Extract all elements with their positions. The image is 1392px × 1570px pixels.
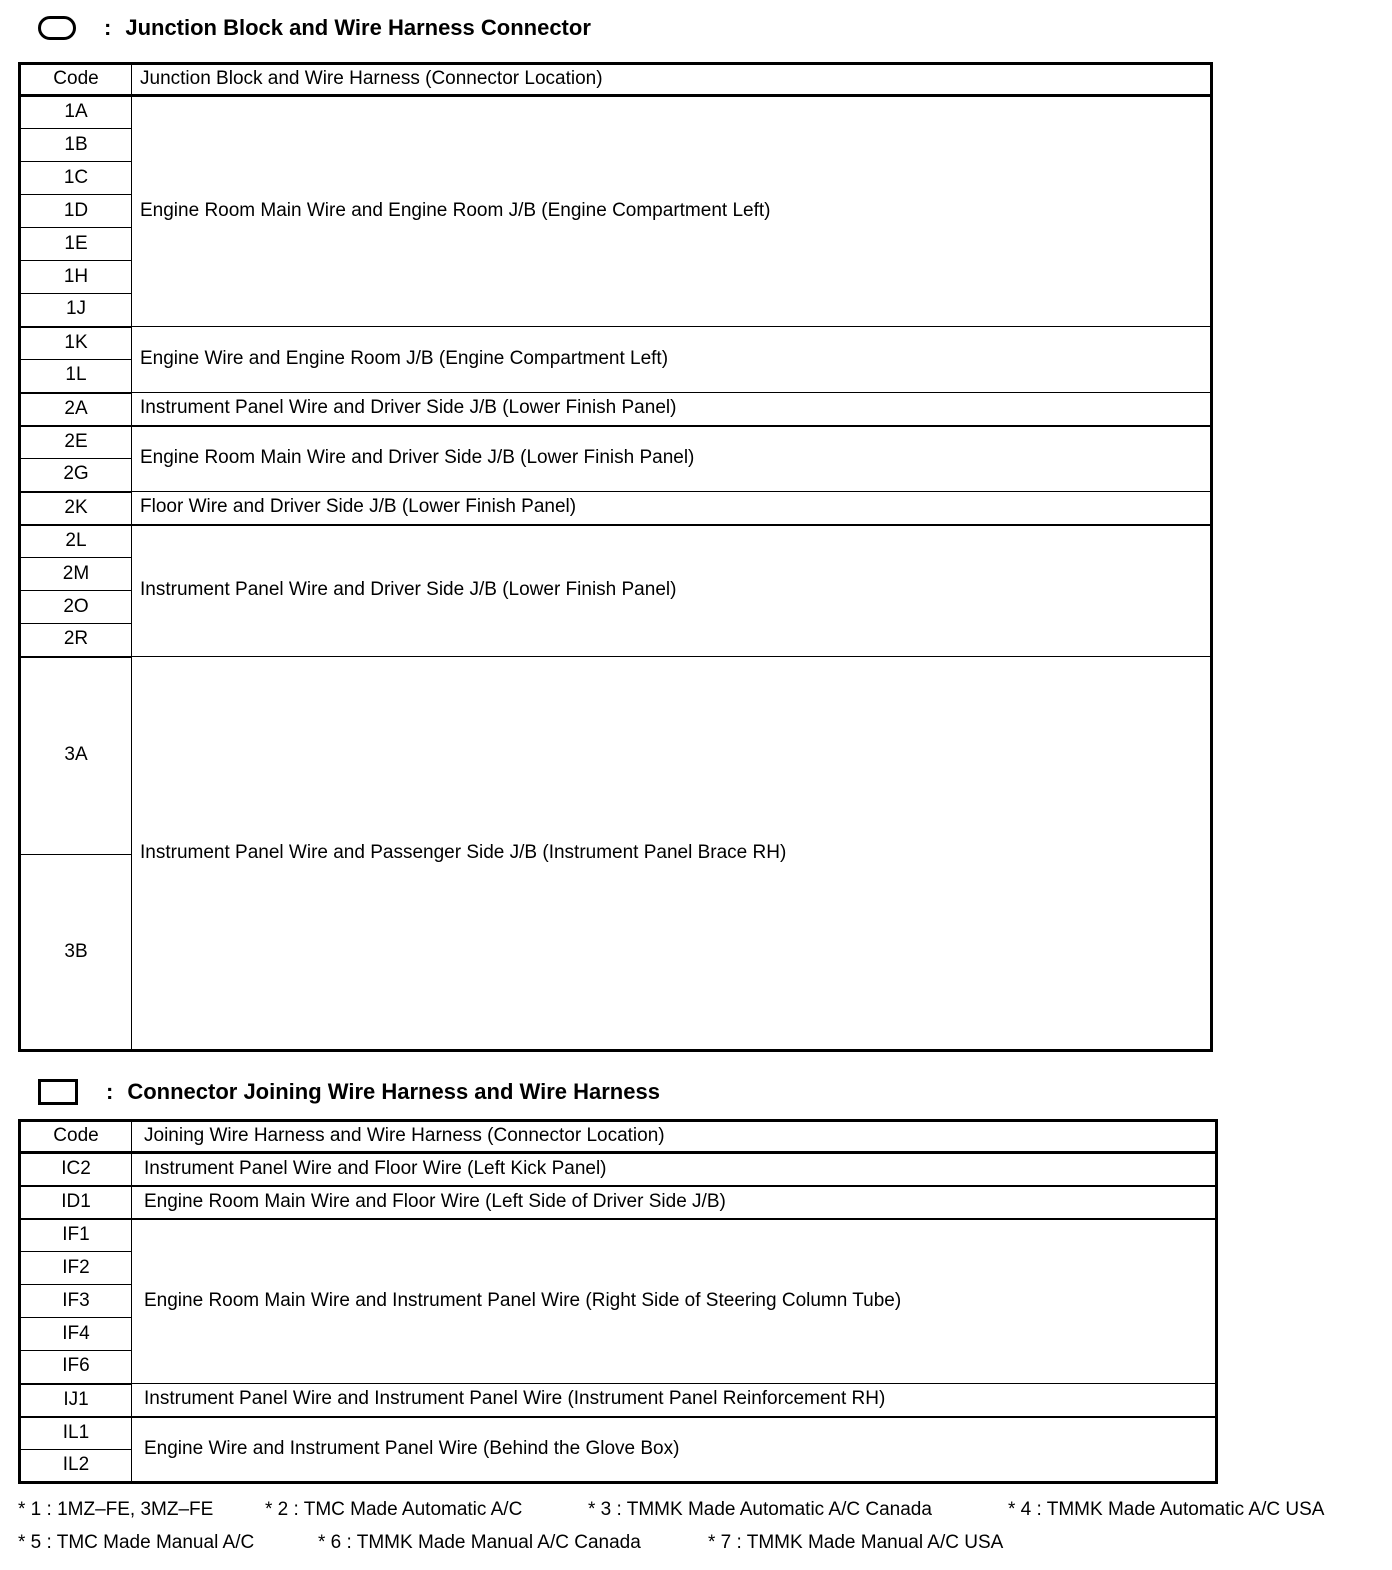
table-row <box>20 327 1212 360</box>
header-code: Code <box>20 1121 132 1153</box>
header-desc: Joining Wire Harness and Wire Harness (Connector Location) <box>132 1121 1217 1153</box>
code-cell: 3A <box>20 657 132 855</box>
table-row <box>20 525 1212 558</box>
code-cell: 2G <box>20 459 132 492</box>
code-cell: 2A <box>20 393 132 426</box>
location-cell: Instrument Panel Wire and Instrument Panel Wire (Instrument Panel Reinforcement RH) <box>132 1384 1217 1417</box>
table-header-row <box>20 1121 1217 1153</box>
footnote: * 5 : TMC Made Manual A/C <box>18 1532 255 1553</box>
section1-title: Junction Block and Wire Harness Connector <box>125 15 591 40</box>
code-cell: IL2 <box>20 1450 132 1483</box>
footnote: * 3 : TMMK Made Automatic A/C Canada <box>588 1499 932 1520</box>
location-cell: Engine Room Main Wire and Floor Wire (Left Side of Driver Side J/B) <box>132 1186 1217 1219</box>
footnotes-line-1 <box>18 1499 1378 1523</box>
code-cell: IF6 <box>20 1351 132 1384</box>
junction-block-table <box>18 62 1213 1052</box>
table-row <box>20 657 1212 855</box>
header-desc: Junction Block and Wire Harness (Connector Location) <box>132 64 1212 96</box>
code-cell: 2O <box>20 591 132 624</box>
code-cell: IF3 <box>20 1285 132 1318</box>
table-row <box>20 393 1212 426</box>
table-header-row <box>20 64 1212 96</box>
junction-block-legend-icon <box>38 16 76 40</box>
table-row <box>20 1186 1217 1219</box>
table-row <box>20 1153 1217 1186</box>
code-cell: 1A <box>20 96 132 129</box>
code-cell: IJ1 <box>20 1384 132 1417</box>
location-cell: Instrument Panel Wire and Driver Side J/B (Lower Finish Panel) <box>132 525 1212 657</box>
code-cell: IF1 <box>20 1219 132 1252</box>
location-cell: Engine Room Main Wire and Engine Room J/B (Engine Compartment Left) <box>132 96 1212 327</box>
code-cell: 2R <box>20 624 132 657</box>
footnote: * 2 : TMC Made Automatic A/C <box>265 1499 523 1520</box>
code-cell: IC2 <box>20 1153 132 1186</box>
connector-legend-icon <box>38 1079 78 1105</box>
code-cell: 1K <box>20 327 132 360</box>
code-cell: IL1 <box>20 1417 132 1450</box>
code-cell: 1C <box>20 162 132 195</box>
code-cell: 2E <box>20 426 132 459</box>
section2-title: Connector Joining Wire Harness and Wire Harness <box>127 1079 660 1104</box>
section1-header <box>38 10 591 46</box>
table-row <box>20 96 1212 129</box>
code-cell: 1D <box>20 195 132 228</box>
code-cell: 2L <box>20 525 132 558</box>
code-cell: 3B <box>20 855 132 1051</box>
code-cell: 1J <box>20 294 132 327</box>
code-cell: 2K <box>20 492 132 525</box>
table-row <box>20 426 1212 459</box>
code-cell: IF4 <box>20 1318 132 1351</box>
location-cell: Engine Wire and Instrument Panel Wire (Behind the Glove Box) <box>132 1417 1217 1483</box>
table-row <box>20 492 1212 525</box>
code-cell: 2M <box>20 558 132 591</box>
table-row <box>20 1219 1217 1252</box>
section1-colon: : <box>104 15 112 40</box>
location-cell: Floor Wire and Driver Side J/B (Lower Finish Panel) <box>132 492 1212 525</box>
table-row <box>20 1417 1217 1450</box>
code-cell: IF2 <box>20 1252 132 1285</box>
footnotes-line-2 <box>18 1532 1378 1556</box>
location-cell: Instrument Panel Wire and Passenger Side J/B (Instrument Panel Brace RH) <box>132 657 1212 1051</box>
code-cell: 1L <box>20 360 132 393</box>
section2-header <box>38 1074 660 1110</box>
code-cell: ID1 <box>20 1186 132 1219</box>
footnote: * 1 : 1MZ–FE, 3MZ–FE <box>18 1499 214 1520</box>
code-cell: 1H <box>20 261 132 294</box>
footnote: * 6 : TMMK Made Manual A/C Canada <box>318 1532 641 1553</box>
table-row <box>20 1384 1217 1417</box>
location-cell: Instrument Panel Wire and Driver Side J/B (Lower Finish Panel) <box>132 393 1212 426</box>
footnote: * 7 : TMMK Made Manual A/C USA <box>708 1532 1004 1553</box>
location-cell: Engine Room Main Wire and Driver Side J/B (Lower Finish Panel) <box>132 426 1212 492</box>
code-cell: 1E <box>20 228 132 261</box>
footnote: * 4 : TMMK Made Automatic A/C USA <box>1008 1499 1325 1520</box>
connector-table <box>18 1119 1218 1484</box>
location-cell: Engine Room Main Wire and Instrument Panel Wire (Right Side of Steering Column Tube) <box>132 1219 1217 1384</box>
code-cell: 1B <box>20 129 132 162</box>
section2-colon: : <box>106 1079 114 1104</box>
location-cell: Instrument Panel Wire and Floor Wire (Left Kick Panel) <box>132 1153 1217 1186</box>
header-code: Code <box>20 64 132 96</box>
location-cell: Engine Wire and Engine Room J/B (Engine Compartment Left) <box>132 327 1212 393</box>
